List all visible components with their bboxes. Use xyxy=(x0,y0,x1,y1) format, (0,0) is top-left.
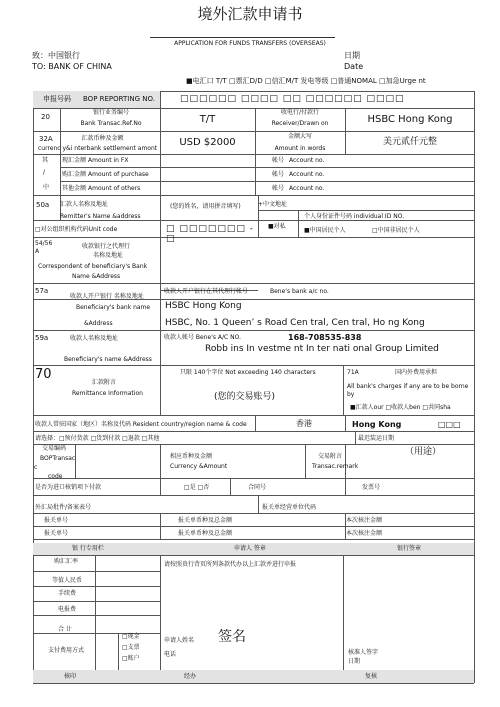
others-en: Amount of others xyxy=(88,185,141,192)
approval-number: 外汇局批件/备案表号 xyxy=(35,504,92,511)
grid-vline xyxy=(160,444,161,478)
total-label: 合 计 xyxy=(58,626,72,633)
private-checkbox[interactable]: ■对私 xyxy=(268,223,286,230)
title-underline xyxy=(150,37,335,38)
applicant-signature[interactable]: 签名 xyxy=(218,629,246,645)
handler: 经办 xyxy=(184,673,197,680)
beneficiary-en: Beneficiary's name &Address xyxy=(64,356,152,363)
others-account-cn: 帐号 xyxy=(272,185,285,192)
customs-number-1: 报关单号 xyxy=(44,517,69,524)
grid-vline xyxy=(230,478,231,495)
field-59a: 59a xyxy=(35,334,49,342)
remark-value[interactable]: （用途） xyxy=(405,447,442,457)
field-32a: 32A xyxy=(39,135,53,143)
remitter-cn: 汇款人名称及地址 xyxy=(60,201,109,208)
grid-hline xyxy=(33,431,474,432)
resident-option[interactable]: ■中国居民个人 xyxy=(304,227,346,234)
grid-vline xyxy=(305,444,306,478)
side-char-1: 其 xyxy=(42,157,49,164)
nonresident-option[interactable]: □中国非居民个人 xyxy=(372,227,420,234)
grid-vline xyxy=(474,91,475,683)
footer-shade xyxy=(33,670,474,683)
remit-info-cn: 汇款附言 xyxy=(92,379,117,386)
org-code-label[interactable]: □对公组织机构代码Unit code xyxy=(35,226,118,233)
grid-hline xyxy=(33,633,160,634)
approver-date: 日期 xyxy=(348,658,361,665)
char-limit: 只限 140个字位 Not exceeding 140 characters xyxy=(180,369,316,376)
field-71a: 71A xyxy=(347,369,359,376)
field-57a: 57a xyxy=(35,287,49,295)
remitter-en: Remitter's Name &address xyxy=(60,213,141,220)
verify-amount-2: 本次核注金额 xyxy=(346,530,383,537)
currency-amount-cn: 相应币种及金额 xyxy=(170,453,213,460)
currency-cn: 汇款币种及金额 xyxy=(81,135,124,142)
ben-bank-name[interactable]: HSBC Hong Kong xyxy=(165,301,242,311)
customs-amount-2: 报关单币种及总金额 xyxy=(178,530,233,537)
grid-hline xyxy=(33,495,474,496)
field-70: 70 xyxy=(35,367,52,382)
grid-vline xyxy=(118,633,119,670)
ben-name[interactable]: Robb ins In vestme nt In ter nati onal Group Limited xyxy=(205,344,439,354)
grid-vline xyxy=(95,633,96,670)
recheck: 复核 xyxy=(365,673,378,680)
ben-account-label: 收款人帐号 Bene's A/C NO. xyxy=(164,334,241,341)
remark-cn: 交易附言 xyxy=(318,453,343,460)
charges-options[interactable]: ■汇款人our □收款人ben □共同sha xyxy=(350,404,451,411)
receiver-value[interactable]: HSBC Hong Kong xyxy=(367,114,453,125)
customs-number-2: 报关单号 xyxy=(44,530,69,537)
grid-hline xyxy=(33,365,474,366)
grid-hline xyxy=(33,555,474,556)
remit-hint[interactable]: (您的交易账号) xyxy=(214,392,276,402)
corr-bank-cn: 收款银行之代理行 xyxy=(82,243,131,250)
form-subtitle: APPLICATION FOR FUNDS TRANSFERS (OVERSEAS) xyxy=(174,40,326,47)
field-20: 20 xyxy=(41,113,50,121)
grid-hline xyxy=(33,415,474,416)
grid-vline xyxy=(160,195,161,237)
grid-vline xyxy=(160,237,161,283)
payment-type-select[interactable]: 请选择：□预付货款 □货到付款 □退款 □其他 xyxy=(35,435,160,442)
org-code-boxes[interactable]: □ □□□□□□□ - xyxy=(166,224,254,234)
ben-bank-address[interactable]: HSBC, No. 1 Queen’ s Road Cen tral, Cen tral, Ho ng Kong xyxy=(165,318,425,328)
grid-vline xyxy=(160,478,161,495)
id-number-label: 个人身份证件号码 individual ID NO. xyxy=(304,213,405,220)
purchase-cn: 购汇金额 xyxy=(62,171,87,178)
receiver-en: Receiver/Drawn on xyxy=(271,120,329,127)
bop-code-cn: 交易编码 xyxy=(42,445,67,452)
grid-vline xyxy=(33,91,34,683)
bop-number-boxes[interactable]: □□□□□□ □□□□ □□ □□□□□□ □□□□ xyxy=(180,94,405,104)
words-en: Amount in words xyxy=(274,145,326,152)
ben-bank-account-en: Bene's bank a/c no. xyxy=(270,288,329,295)
grid-hline xyxy=(33,330,474,331)
words-cn: 金额大写 xyxy=(287,133,312,140)
grid-vline xyxy=(160,513,161,539)
corr-bank-en2: Name &Address xyxy=(72,273,121,280)
purchase-account-cn: 帐号 xyxy=(272,171,285,178)
chinese-address: +中文地址 xyxy=(258,201,288,208)
currency-en: currenc y&i nterbank settlement amont xyxy=(38,145,158,152)
country-cn[interactable]: 香港 xyxy=(296,419,312,428)
grid-vline xyxy=(345,444,346,478)
grid-hline xyxy=(33,683,474,684)
grid-vline xyxy=(345,478,346,495)
grid-hline xyxy=(33,526,474,527)
grid-hline xyxy=(60,167,474,168)
grid-vline xyxy=(255,415,256,431)
grid-vline xyxy=(355,431,356,444)
latest-ship-date: 最迟装运日期 xyxy=(358,435,395,442)
others-account-en: Account no. xyxy=(289,185,325,192)
form-title: 境外汇款申请书 xyxy=(197,5,303,23)
org-code-tail[interactable]: □ xyxy=(166,234,175,244)
method-value[interactable]: T/T xyxy=(199,114,216,125)
grid-hline xyxy=(33,539,474,540)
seal-verify: 核印 xyxy=(64,673,77,680)
grid-hline xyxy=(33,478,474,479)
side-char-3: 中 xyxy=(43,184,50,191)
charges-en: All bank's charges if any are to be borne by xyxy=(347,383,469,398)
ben-bank-cn: 收款人开户银行 名称及地址 xyxy=(70,293,144,300)
applicant-name-label: 申请人姓名 xyxy=(164,637,195,644)
equivalent-rmb: 等值人民币 xyxy=(52,577,83,584)
customs-amount-1: 报关单币种及总金额 xyxy=(178,517,233,524)
country-value[interactable]: Hong Kong xyxy=(352,420,402,429)
grid-vline xyxy=(343,543,344,683)
transfer-options[interactable]: ■电汇口 T/T □票汇D/D □信汇M/T 发电等级 □普通NOMAL □加急Urge nt xyxy=(186,77,426,85)
bank-use-title: 银 行专用栏 xyxy=(72,545,104,552)
bop-code-en2: code xyxy=(48,473,63,480)
grid-hline xyxy=(33,444,474,445)
customs-unit-code: 报关单经营单位代码 xyxy=(262,504,317,511)
fx-account-cn: 帐号 xyxy=(272,157,285,164)
grid-vline xyxy=(343,365,344,415)
grid-hline xyxy=(33,513,474,514)
beneficiary-cn: 收款人名称及地址 xyxy=(70,335,119,342)
fx-en: Amount in FX xyxy=(88,157,129,164)
ben-bank-en2: &Address xyxy=(84,320,113,327)
bank-ref-cn: 银行业务编号 xyxy=(92,109,129,116)
grid-vline xyxy=(160,365,161,415)
purchase-rate: 购汇汇率 xyxy=(54,558,79,565)
to-bank-en: TO: BANK OF CHINA xyxy=(32,62,112,71)
verify-amount-1: 本次核注金额 xyxy=(346,517,383,524)
bank-ref-en: Bank Transac.Ref.No xyxy=(80,120,142,127)
contract-number: 合同号 xyxy=(248,484,267,491)
corr-bank-en: Correspondent of beneficiary's Bank xyxy=(38,263,148,270)
grid-vline xyxy=(160,154,161,195)
pay-option-cash[interactable]: □现金 xyxy=(122,633,140,640)
yes-no-options[interactable]: □是 □否 xyxy=(184,484,210,491)
bank-signature-title: 银行签章 xyxy=(397,545,422,552)
corr-bank-cn2: 名称及地址 xyxy=(93,252,124,259)
remit-info-en: Remittance Information xyxy=(72,390,143,397)
grid-hline xyxy=(258,210,474,211)
country-code-boxes[interactable]: □□□ xyxy=(438,420,461,429)
bop-code-c: c xyxy=(34,464,38,471)
phone-label: 电话 xyxy=(164,651,177,658)
date-label-en: Date xyxy=(344,62,364,71)
fx-cn: 现汇金额 xyxy=(62,157,87,164)
grid-hline xyxy=(33,586,160,587)
ben-bank-account-label: 收款人开户银行在其代理行帐号 xyxy=(164,288,249,295)
applicant-signature-title: 申请人 签章 xyxy=(234,545,266,552)
country-label: 收款人常驻国家（地区）名称及代码 Resident country/region name & code xyxy=(35,421,247,428)
field-50a: 50a xyxy=(36,201,50,209)
request-text: 请按照贵行背页所列条款代办以上汇款并进行申报 xyxy=(164,561,297,568)
charges-cn: 国内外费用承担 xyxy=(395,369,438,376)
remitter-hint: (您的姓名，请用拼音填写) xyxy=(170,203,241,210)
bop-label-en: BOP REPORTING NO. xyxy=(83,95,155,103)
side-char-2: / xyxy=(43,169,46,176)
purchase-en: Amount of purchase xyxy=(88,171,149,178)
grid-vline xyxy=(95,555,96,633)
grid-vline xyxy=(160,633,161,670)
telecom-fee: 电报费 xyxy=(58,606,77,613)
grid-hline xyxy=(33,601,160,602)
grid-vline xyxy=(160,91,161,108)
grid-vline xyxy=(160,283,161,365)
pay-option-check[interactable]: □支票 xyxy=(122,644,140,651)
grid-hline xyxy=(33,237,474,238)
currency-amount-en: Currency &Amount xyxy=(170,463,228,470)
date-label-cn: 日期 xyxy=(344,51,360,60)
others-cn: 其他金额 xyxy=(62,185,87,192)
grid-vline xyxy=(345,415,346,431)
grid-vline xyxy=(258,495,259,513)
amount-value[interactable]: USD $2000 xyxy=(179,137,236,148)
pay-option-account[interactable]: □账户 xyxy=(122,655,140,662)
grid-hline xyxy=(60,181,474,182)
grid-vline xyxy=(298,210,299,237)
grid-hline xyxy=(33,195,474,196)
grid-hline xyxy=(33,615,160,616)
grid-vline xyxy=(255,154,256,195)
grid-hline xyxy=(33,154,474,155)
fx-account-en: Account no. xyxy=(289,157,325,164)
purchase-account-en: Account no. xyxy=(289,171,325,178)
invoice-number: 发票号 xyxy=(362,484,381,491)
grid-hline xyxy=(33,220,474,221)
to-bank-cn: 致：中国银行 xyxy=(32,51,80,60)
approver-signature: 核准人签字 xyxy=(348,649,379,656)
remark-en: Transac.remark xyxy=(312,463,359,470)
handling-fee: 手续费 xyxy=(58,590,77,597)
ben-account-number[interactable]: 168-708535-838 xyxy=(288,333,362,342)
bop-code-en: BOPTransac xyxy=(40,455,76,462)
grid-vline xyxy=(60,154,61,195)
grid-hline xyxy=(33,283,474,284)
import-verify-label: 是否为进口核销项下付款 xyxy=(35,484,102,491)
words-value[interactable]: 美元贰仟元整 xyxy=(382,137,437,147)
pay-method: 支付费用方式 xyxy=(48,647,85,654)
ben-bank-en: Beneficiary's bank name xyxy=(76,304,151,311)
receiver-cn: 收电行/付款行 xyxy=(280,109,320,116)
bop-label-cn: 申报号码 xyxy=(43,95,71,103)
grid-hline xyxy=(33,131,474,132)
field-54-56a: 54/56 A xyxy=(35,240,53,255)
grid-hline xyxy=(33,571,160,572)
